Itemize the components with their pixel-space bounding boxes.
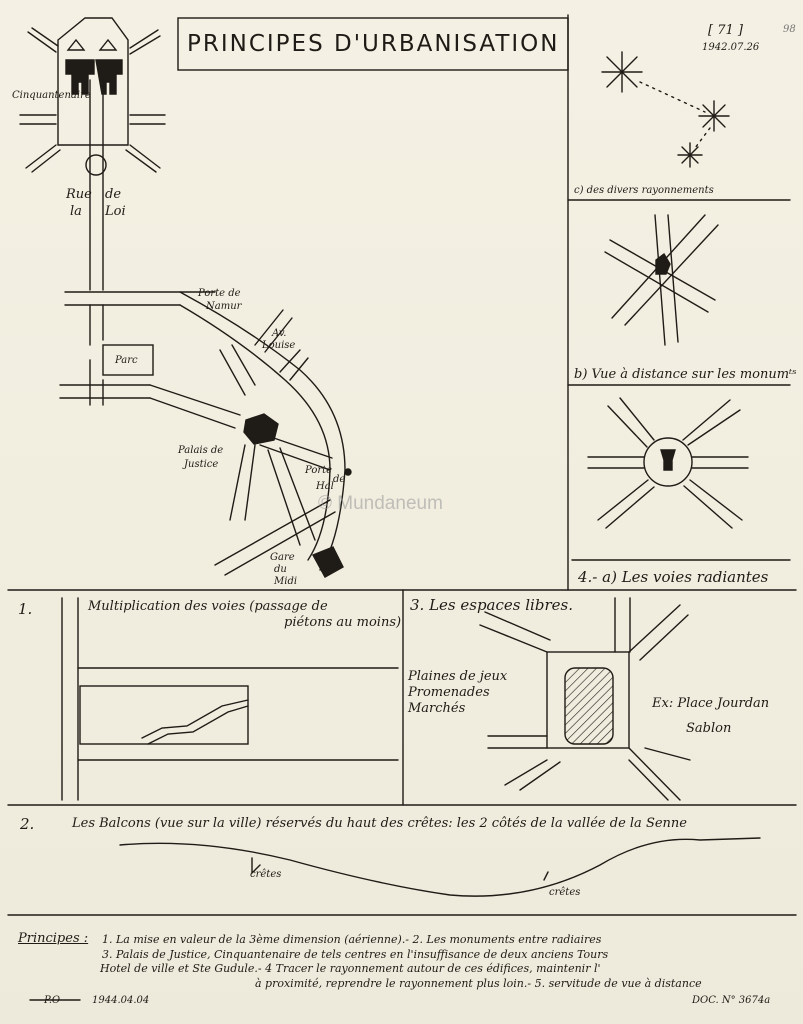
rayonnement-stars <box>602 52 729 167</box>
footer-date: 1944.04.04 <box>92 995 150 1006</box>
panel-3-item-plaines: Plaines de jeux <box>408 669 508 684</box>
watermark: © Mundaneum <box>318 493 443 514</box>
panel-3-title: 3. Les espaces libres. <box>410 596 573 614</box>
panel-1-number: 1. <box>18 600 33 618</box>
voies-radiantes-diagram <box>588 398 748 528</box>
panel-c-caption: c) des divers rayonnements <box>574 185 714 196</box>
label-justice: Justice <box>184 459 219 470</box>
panel-a-caption: 4.- a) Les voies radiantes <box>578 568 769 586</box>
ref-number: [ 71 ] <box>708 23 743 38</box>
panel-3-item-marches: Marchés <box>408 701 466 716</box>
principle-line-1: 1. La mise en valeur de la 3ème dimension (aérienne).- 2. Les monuments entre radiaires <box>102 933 602 946</box>
label-de: de <box>105 187 122 202</box>
label-namur: Namur <box>206 301 242 312</box>
valley-profile <box>120 838 760 896</box>
panel-b-caption: b) Vue à distance sur les monumᵗˢ <box>574 367 797 382</box>
panel-1-title-line2: piétons au moins) <box>284 615 402 630</box>
panel-3-item-promenades: Promenades <box>408 685 490 700</box>
page-title: PRINCIPES D'URBANISATION <box>187 31 560 57</box>
header-date: 1942.07.26 <box>702 42 760 53</box>
label-la: la <box>70 204 82 219</box>
corner-mark: 98 <box>783 24 796 35</box>
map-streets <box>60 80 351 577</box>
principles-heading: Principes : <box>18 931 89 946</box>
label-av: Av. <box>272 328 287 339</box>
panel-3-example-2: Sablon <box>686 721 732 736</box>
label-louise: Louise <box>262 340 296 351</box>
principle-line-4: à proximité, reprendre le rayonnement plus loin.- 5. servitude de vue à distance <box>255 977 702 990</box>
footer-initials: P.O <box>44 995 61 1006</box>
panel-1-title-line1: Multiplication des voies (passage de <box>88 599 328 614</box>
principle-line-3: Hotel de ville et Ste Gudule.- 4 Tracer le rayonnement autour de ces édifices, maintenir l' <box>100 962 601 975</box>
doc-number: DOC. N° 3674a <box>692 995 771 1006</box>
panel-2-label-right: crêtes <box>549 887 581 898</box>
vue-distance-diagram <box>605 215 718 345</box>
label-midi: Midi <box>274 576 298 587</box>
panel-2-label-left: crêtes <box>250 869 282 880</box>
panel-2-number: 2. <box>20 815 35 833</box>
label-hal: Hal <box>316 481 334 492</box>
panel-2-title: Les Balcons (vue sur la ville) réservés du haut des crêtes: les 2 côtés de la vallée de la Senne <box>72 816 687 831</box>
label-loi: Loi <box>105 204 126 219</box>
label-cinquantenaire: Cinquantenaire <box>12 90 91 101</box>
label-parc: Parc <box>115 355 138 366</box>
label-de-hal: de <box>333 474 346 485</box>
label-porte-de: Porte de <box>198 288 241 299</box>
label-rue: Rue <box>66 187 92 202</box>
panel-3-example: Ex: Place Jourdan <box>652 696 770 711</box>
principle-line-2: 3. Palais de Justice, Cinquantenaire de tels centres en l'insuffisance de deux anciens Tours <box>102 948 609 961</box>
label-gare: Gare <box>270 552 295 563</box>
label-palais-de: Palais de <box>178 445 224 456</box>
label-porte: Porte <box>305 465 333 476</box>
label-du: du <box>274 564 287 575</box>
